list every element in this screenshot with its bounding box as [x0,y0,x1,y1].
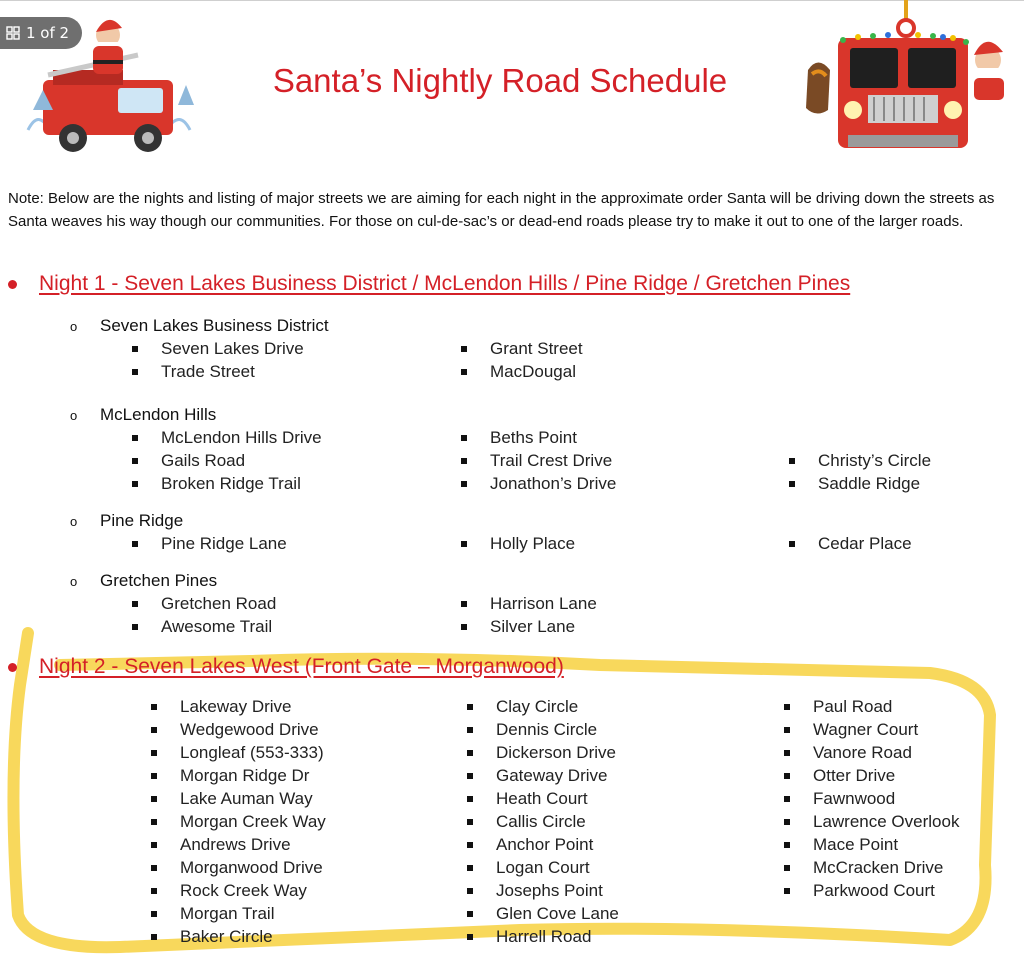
bullet-square [467,842,473,848]
street-name: Wagner Court [813,720,919,739]
street-item: Pine Ridge Lane [132,534,287,554]
street-item: Seven Lakes Drive [132,339,304,359]
bullet-square [151,911,157,917]
street-item [784,858,943,878]
street-name: Lawrence Overlook [813,812,960,831]
street-item: MacDougal [461,362,576,382]
street-name: Rock Creek Way [180,881,307,900]
bullet-square [467,819,473,825]
bullet-square [467,796,473,802]
street-name: Clay Circle [496,697,579,716]
note-paragraph: Note: Below are the nights and listing of major streets we are aiming for each night in the approximate order Santa will be driving down the streets as Santa weaves his way though our communities. For those on cul-de-sac’s or dead-end roads please try to make it out to one of the larger roads. [8,190,995,230]
page-indicator-label: 1 of 2 [26,24,70,42]
bullet-dot [8,280,17,289]
street-name: Gateway Drive [496,766,608,785]
street-item [467,881,603,901]
street-item [784,835,898,855]
street-name: Longleaf (553-333) [180,743,324,762]
street-item: Jonathon’s Drive [461,474,616,494]
bullet-square [784,865,790,871]
bullet-square [784,819,790,825]
street-name: Morgan Creek Way [180,812,326,831]
street-item [784,881,935,901]
street-item [467,927,591,947]
bullet-square [151,865,157,871]
bullet-square [467,727,473,733]
street-item [151,789,313,809]
street-item [151,858,323,878]
bullet-square [467,888,473,894]
street-name: Lakeway Drive [180,697,292,716]
street-item: McLendon Hills Drive [132,428,322,448]
street-item: Christy’s Circle [789,451,931,471]
bullet-square [467,911,473,917]
street-item: Grant Street [461,339,583,359]
street-item [151,743,324,763]
night-1-heading [8,272,850,296]
street-item [467,789,588,809]
street-name: Wedgewood Drive [180,720,319,739]
bullet-square [151,750,157,756]
street-item [784,743,912,763]
street-item [467,697,578,717]
bullet-square [151,842,157,848]
street-item [784,812,959,832]
bullet-square [467,773,473,779]
street-item: Silver Lane [461,617,575,637]
street-item: Gails Road [132,451,245,471]
street-item [151,766,309,786]
night-1-heading-text: Night 1 - Seven Lakes Business District / McLendon Hills / Pine Ridge / Gretchen Pines [39,272,851,295]
street-item: Trade Street [132,362,255,382]
street-name: Anchor Point [496,835,594,854]
street-item: Awesome Trail [132,617,272,637]
street-item [151,812,326,832]
section-heading: o Gretchen Pines [70,571,218,590]
street-item [151,697,292,717]
street-name: Paul Road [813,697,893,716]
bullet-dot [8,663,17,672]
street-name: Heath Court [496,789,588,808]
street-item [151,720,319,740]
street-item [467,766,607,786]
street-name: Josephs Point [496,881,603,900]
bullet-square [151,704,157,710]
street-name: McCracken Drive [813,858,944,877]
street-item: Gretchen Road [132,594,276,614]
street-name: Harrell Road [496,927,592,946]
street-name: Vanore Road [813,743,912,762]
bullet-square [151,796,157,802]
street-item [784,766,895,786]
street-item [151,927,273,947]
bullet-square [784,727,790,733]
night-2-heading [8,655,564,679]
night-2-heading-text: Night 2 - Seven Lakes West (Front Gate – Morganwood) [39,655,564,678]
street-item [467,812,586,832]
street-item: Holly Place [461,534,575,554]
street-item [784,697,892,717]
bullet-square [151,888,157,894]
street-item [467,835,593,855]
street-name: Fawnwood [813,789,896,808]
bullet-square [784,842,790,848]
bullet-square [151,934,157,940]
street-item [467,904,619,924]
street-name: Dennis Circle [496,720,598,739]
street-item [784,789,895,809]
section-heading: o Seven Lakes Business District [70,316,329,335]
street-name: Glen Cove Lane [496,904,619,923]
bullet-square [784,796,790,802]
bullet-square [784,704,790,710]
street-name: Morgan Trail [180,904,275,923]
street-item: Harrison Lane [461,594,597,614]
bullet-square [467,934,473,940]
bullet-square [467,865,473,871]
page-indicator[interactable] [0,17,82,49]
street-name: Mace Point [813,835,899,854]
street-item [784,720,918,740]
street-item: Broken Ridge Trail [132,474,301,494]
street-name: Callis Circle [496,812,586,831]
street-item [151,835,291,855]
street-item: Trail Crest Drive [461,451,612,471]
bullet-square [784,750,790,756]
street-name: Morgan Ridge Dr [180,766,310,785]
street-name: Andrews Drive [180,835,291,854]
street-item: Cedar Place [789,534,912,554]
page-title: Santa’s Nightly Road Schedule [272,62,728,99]
street-item [467,720,597,740]
section-heading: o Pine Ridge [70,511,184,530]
bullet-square [151,727,157,733]
street-item [151,904,274,924]
bullet-square [467,750,473,756]
bullet-square [151,819,157,825]
grid-icon [6,26,20,40]
street-item [151,881,307,901]
section-heading: o McLendon Hills [70,405,217,424]
bullet-square [784,773,790,779]
street-name: Logan Court [496,858,590,877]
street-item [467,743,616,763]
street-item: Saddle Ridge [789,474,920,494]
street-name: Dickerson Drive [496,743,616,762]
bullet-square [467,704,473,710]
street-name: Baker Circle [180,927,273,946]
street-name: Parkwood Court [813,881,935,900]
bullet-square [784,888,790,894]
bullet-square [151,773,157,779]
street-name: Morganwood Drive [180,858,323,877]
street-name: Otter Drive [813,766,896,785]
street-item [467,858,590,878]
street-name: Lake Auman Way [180,789,313,808]
street-item: Beths Point [461,428,577,448]
